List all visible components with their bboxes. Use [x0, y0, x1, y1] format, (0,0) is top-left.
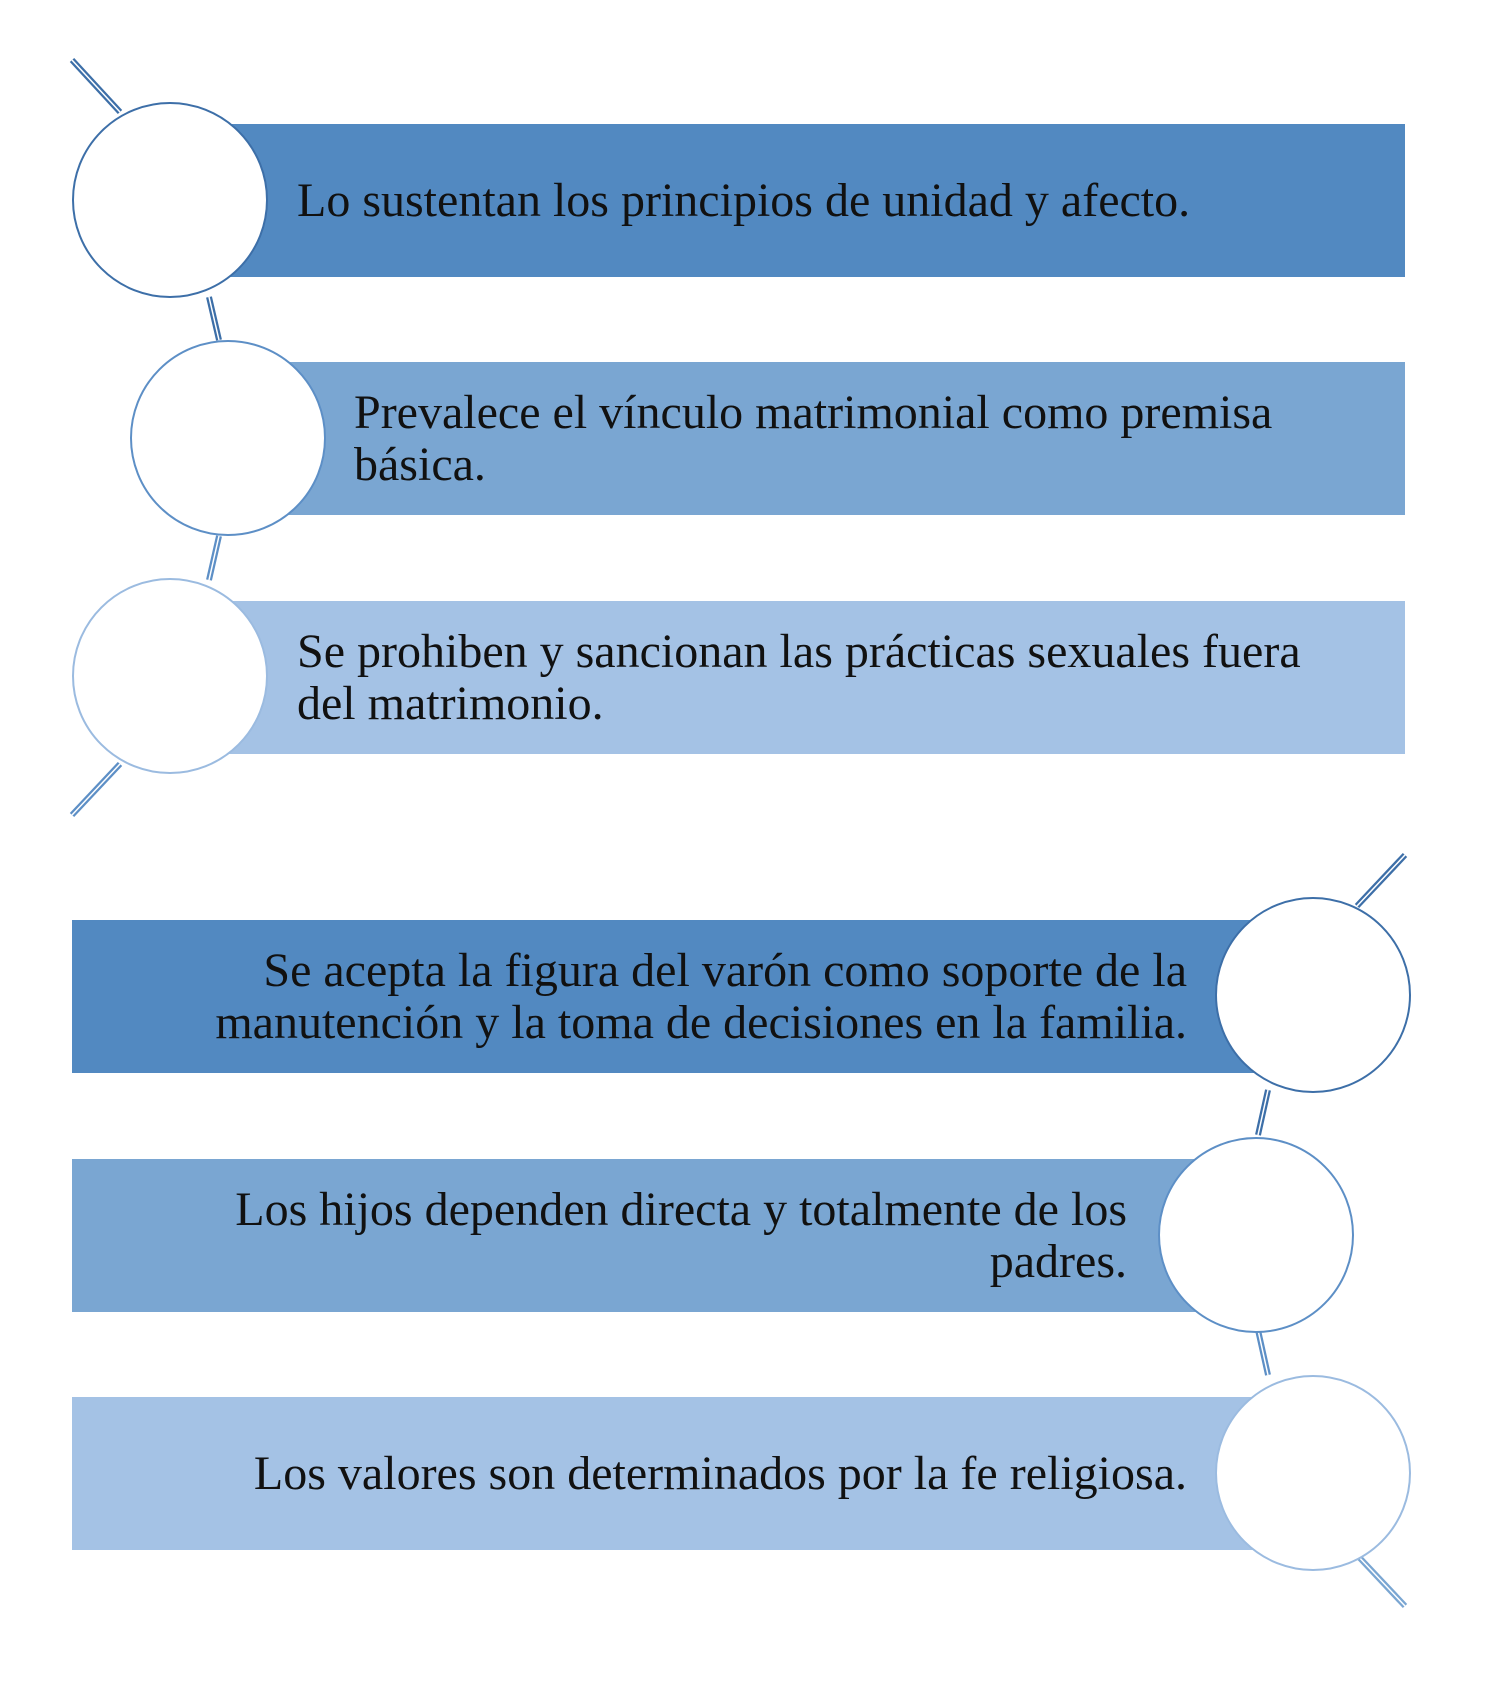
bottom-item-1-bar: [72, 920, 1267, 1073]
bottom-item-3-bar: [72, 1397, 1267, 1550]
top-item-3-text: Se prohiben y sancionan las prácticas sexuales fuera del matrimonio.: [297, 624, 1301, 730]
top-item-1-bar: [215, 124, 1405, 277]
bottom-item-1-circle: [1215, 897, 1411, 1093]
top-item-3-bar: [215, 601, 1405, 754]
top-item-3-circle: [72, 578, 268, 774]
top-item-1-text: Lo sustentan los principios de unidad y afecto.: [297, 173, 1191, 227]
bottom-item-2-bar: [72, 1159, 1212, 1312]
top-item-2-text: Prevalece el vínculo matrimonial como premisa básica.: [354, 385, 1273, 491]
bottom-item-3-text: Los valores son determinados por la fe religiosa.: [253, 1446, 1187, 1500]
bottom-item-2-circle: [1158, 1137, 1354, 1333]
top-item-1-circle: [72, 102, 268, 298]
bottom-item-1-text: Se acepta la figura del varón como soporte de la manutención y la toma de decisiones en la familia.: [215, 943, 1187, 1049]
top-item-2-circle: [130, 340, 326, 536]
bottom-item-3-circle: [1215, 1375, 1411, 1571]
top-item-2-bar: [270, 362, 1405, 515]
bottom-item-2-text: Los hijos dependen directa y totalmente de los padres.: [235, 1182, 1127, 1288]
